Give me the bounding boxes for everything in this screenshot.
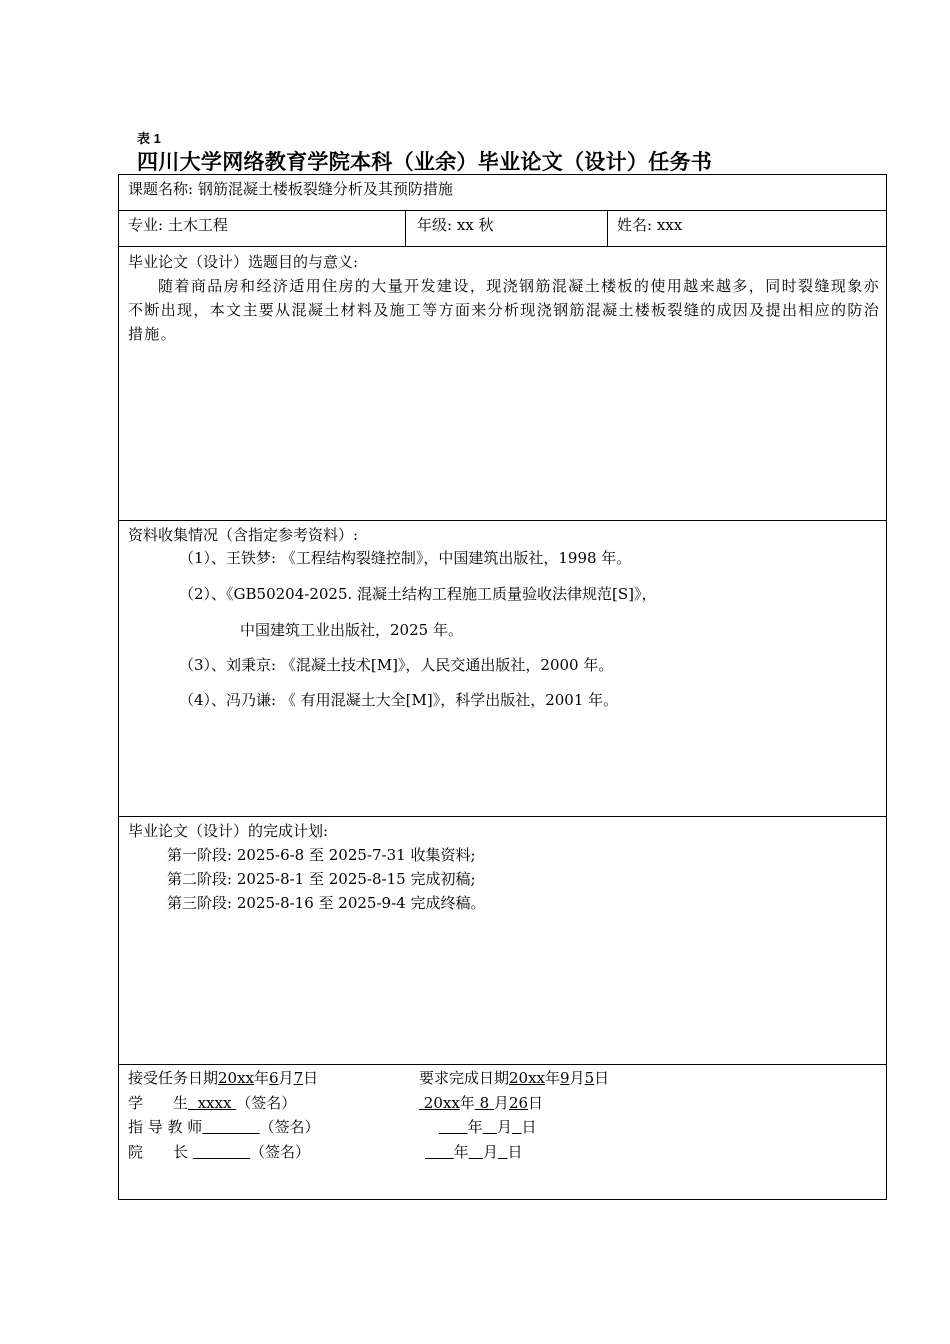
sign-note: （签名）: [259, 1118, 320, 1136]
reference-item: （4）、冯乃谦: 《 有用混凝土大全[M]》，科学出版社，2001 年。: [179, 691, 619, 709]
grade-label: 年级:: [417, 216, 453, 234]
accept-date-label: 接受任务日期: [128, 1069, 219, 1087]
advisor-signature-blank: [202, 1118, 259, 1136]
row-divider: [119, 520, 886, 521]
due-month: 9: [560, 1069, 570, 1087]
column-divider: [405, 211, 406, 246]
student-name: [188, 1094, 236, 1112]
year-char: 年: [459, 1094, 475, 1112]
task-form-table: [118, 174, 887, 1200]
major-value: 土木工程: [167, 216, 228, 234]
student-label: 学 生: [128, 1094, 189, 1112]
accept-day: 7: [293, 1069, 304, 1087]
student-day: 26: [508, 1094, 529, 1112]
due-year: 20xx: [509, 1069, 546, 1087]
major-label: 专业:: [128, 216, 164, 234]
plan-stage: 第三阶段: 2025-8-16 至 2025-9-4 完成终稿。: [167, 894, 486, 912]
month-char: 月: [278, 1069, 294, 1087]
row-divider: [119, 210, 886, 211]
due-date-label: 要求完成日期: [419, 1069, 510, 1087]
advisor-sign-line: [128, 1117, 320, 1137]
purpose-heading: 毕业论文（设计）选题目的与意义:: [128, 253, 359, 271]
student-month-value: 8: [479, 1094, 490, 1112]
reference-item: 中国建筑工业出版社，2025 年。: [240, 621, 463, 639]
reference-item: （2）、《GB50204-2025. 混凝土结构工程施工质量验收法律规范[S]》，: [179, 585, 657, 603]
month-char: 月: [493, 1094, 509, 1112]
name-cell: [617, 215, 682, 235]
year-char: 年: [254, 1069, 270, 1087]
topic-row: [128, 179, 453, 199]
student-month: [475, 1094, 494, 1112]
dean-sign-line: [128, 1142, 310, 1162]
student-year: [419, 1094, 460, 1112]
topic-value: 钢筋混凝土楼板裂缝分析及其预防措施: [197, 180, 453, 198]
student-name-value: xxxx: [197, 1094, 232, 1112]
month-char: 月: [569, 1069, 585, 1087]
month-char: 月: [496, 1118, 512, 1136]
dean-year-blank: [425, 1143, 454, 1161]
dean-day-blank: [498, 1143, 508, 1161]
page-title: 四川大学网络教育学院本科（业余）毕业论文（设计）任务书: [137, 150, 713, 174]
major-cell: [128, 215, 228, 235]
month-char: 月: [482, 1143, 498, 1161]
plan-heading: 毕业论文（设计）的完成计划:: [128, 822, 329, 840]
column-divider: [607, 211, 608, 246]
student-date-line: [419, 1093, 543, 1113]
row-divider: [119, 246, 886, 247]
plan-stage: 第二阶段: 2025-8-1 至 2025-8-15 完成初稿;: [167, 870, 476, 888]
topic-label: 课题名称:: [128, 180, 194, 198]
accept-date-line: [128, 1068, 318, 1088]
student-year-value: 20xx: [423, 1094, 460, 1112]
name-label: 姓名:: [617, 216, 653, 234]
grade-cell: [417, 215, 494, 235]
student-sign-line: [128, 1093, 296, 1113]
sign-note: （签名）: [236, 1094, 297, 1112]
dean-date-line: [425, 1142, 523, 1162]
plan-stage: 第一阶段: 2025-6-8 至 2025-7-31 收集资料;: [167, 846, 476, 864]
day-char: 日: [507, 1143, 523, 1161]
reference-item: （3）、刘秉京: 《混凝土技术[M]》，人民交通出版社，2000 年。: [179, 656, 614, 674]
year-char: 年: [545, 1069, 561, 1087]
year-char: 年: [467, 1118, 483, 1136]
year-char: 年: [453, 1143, 469, 1161]
row-divider: [119, 816, 886, 817]
grade-value: xx 秋: [456, 216, 494, 234]
accept-month: 6: [269, 1069, 279, 1087]
sign-note: （签名）: [250, 1143, 311, 1161]
dean-signature-blank: [193, 1143, 250, 1161]
table-caption: 表 1: [137, 131, 161, 146]
day-char: 日: [528, 1094, 544, 1112]
advisor-year-blank: [439, 1118, 468, 1136]
due-day: 5: [584, 1069, 595, 1087]
row-divider: [119, 1064, 886, 1065]
due-date-line: [419, 1068, 609, 1088]
advisor-day-blank: [512, 1118, 522, 1136]
dean-label: 院 长: [128, 1143, 189, 1161]
references-heading: 资料收集情况（含指定参考资料）:: [128, 526, 359, 544]
day-char: 日: [594, 1069, 610, 1087]
advisor-date-line: [439, 1117, 537, 1137]
accept-year: 20xx: [218, 1069, 255, 1087]
advisor-label: 指 导 教 师: [128, 1118, 203, 1136]
day-char: 日: [303, 1069, 319, 1087]
reference-item: （1）、王铁梦: 《工程结构裂缝控制》，中国建筑出版社，1998 年。: [179, 549, 632, 567]
name-value: xxx: [656, 216, 683, 234]
day-char: 日: [521, 1118, 537, 1136]
purpose-body: 随着商品房和经济适用住房的大量开发建设，现浇钢筋混凝土楼板的使用越来越多，同时裂缝现象亦不断出现，本文主要从混凝土材料及施工等方面来分析现浇钢筋混凝土楼板裂缝的成因及提出相应的防治措施。: [128, 277, 880, 343]
advisor-month-blank: [483, 1118, 497, 1136]
dean-month-blank: [469, 1143, 483, 1161]
